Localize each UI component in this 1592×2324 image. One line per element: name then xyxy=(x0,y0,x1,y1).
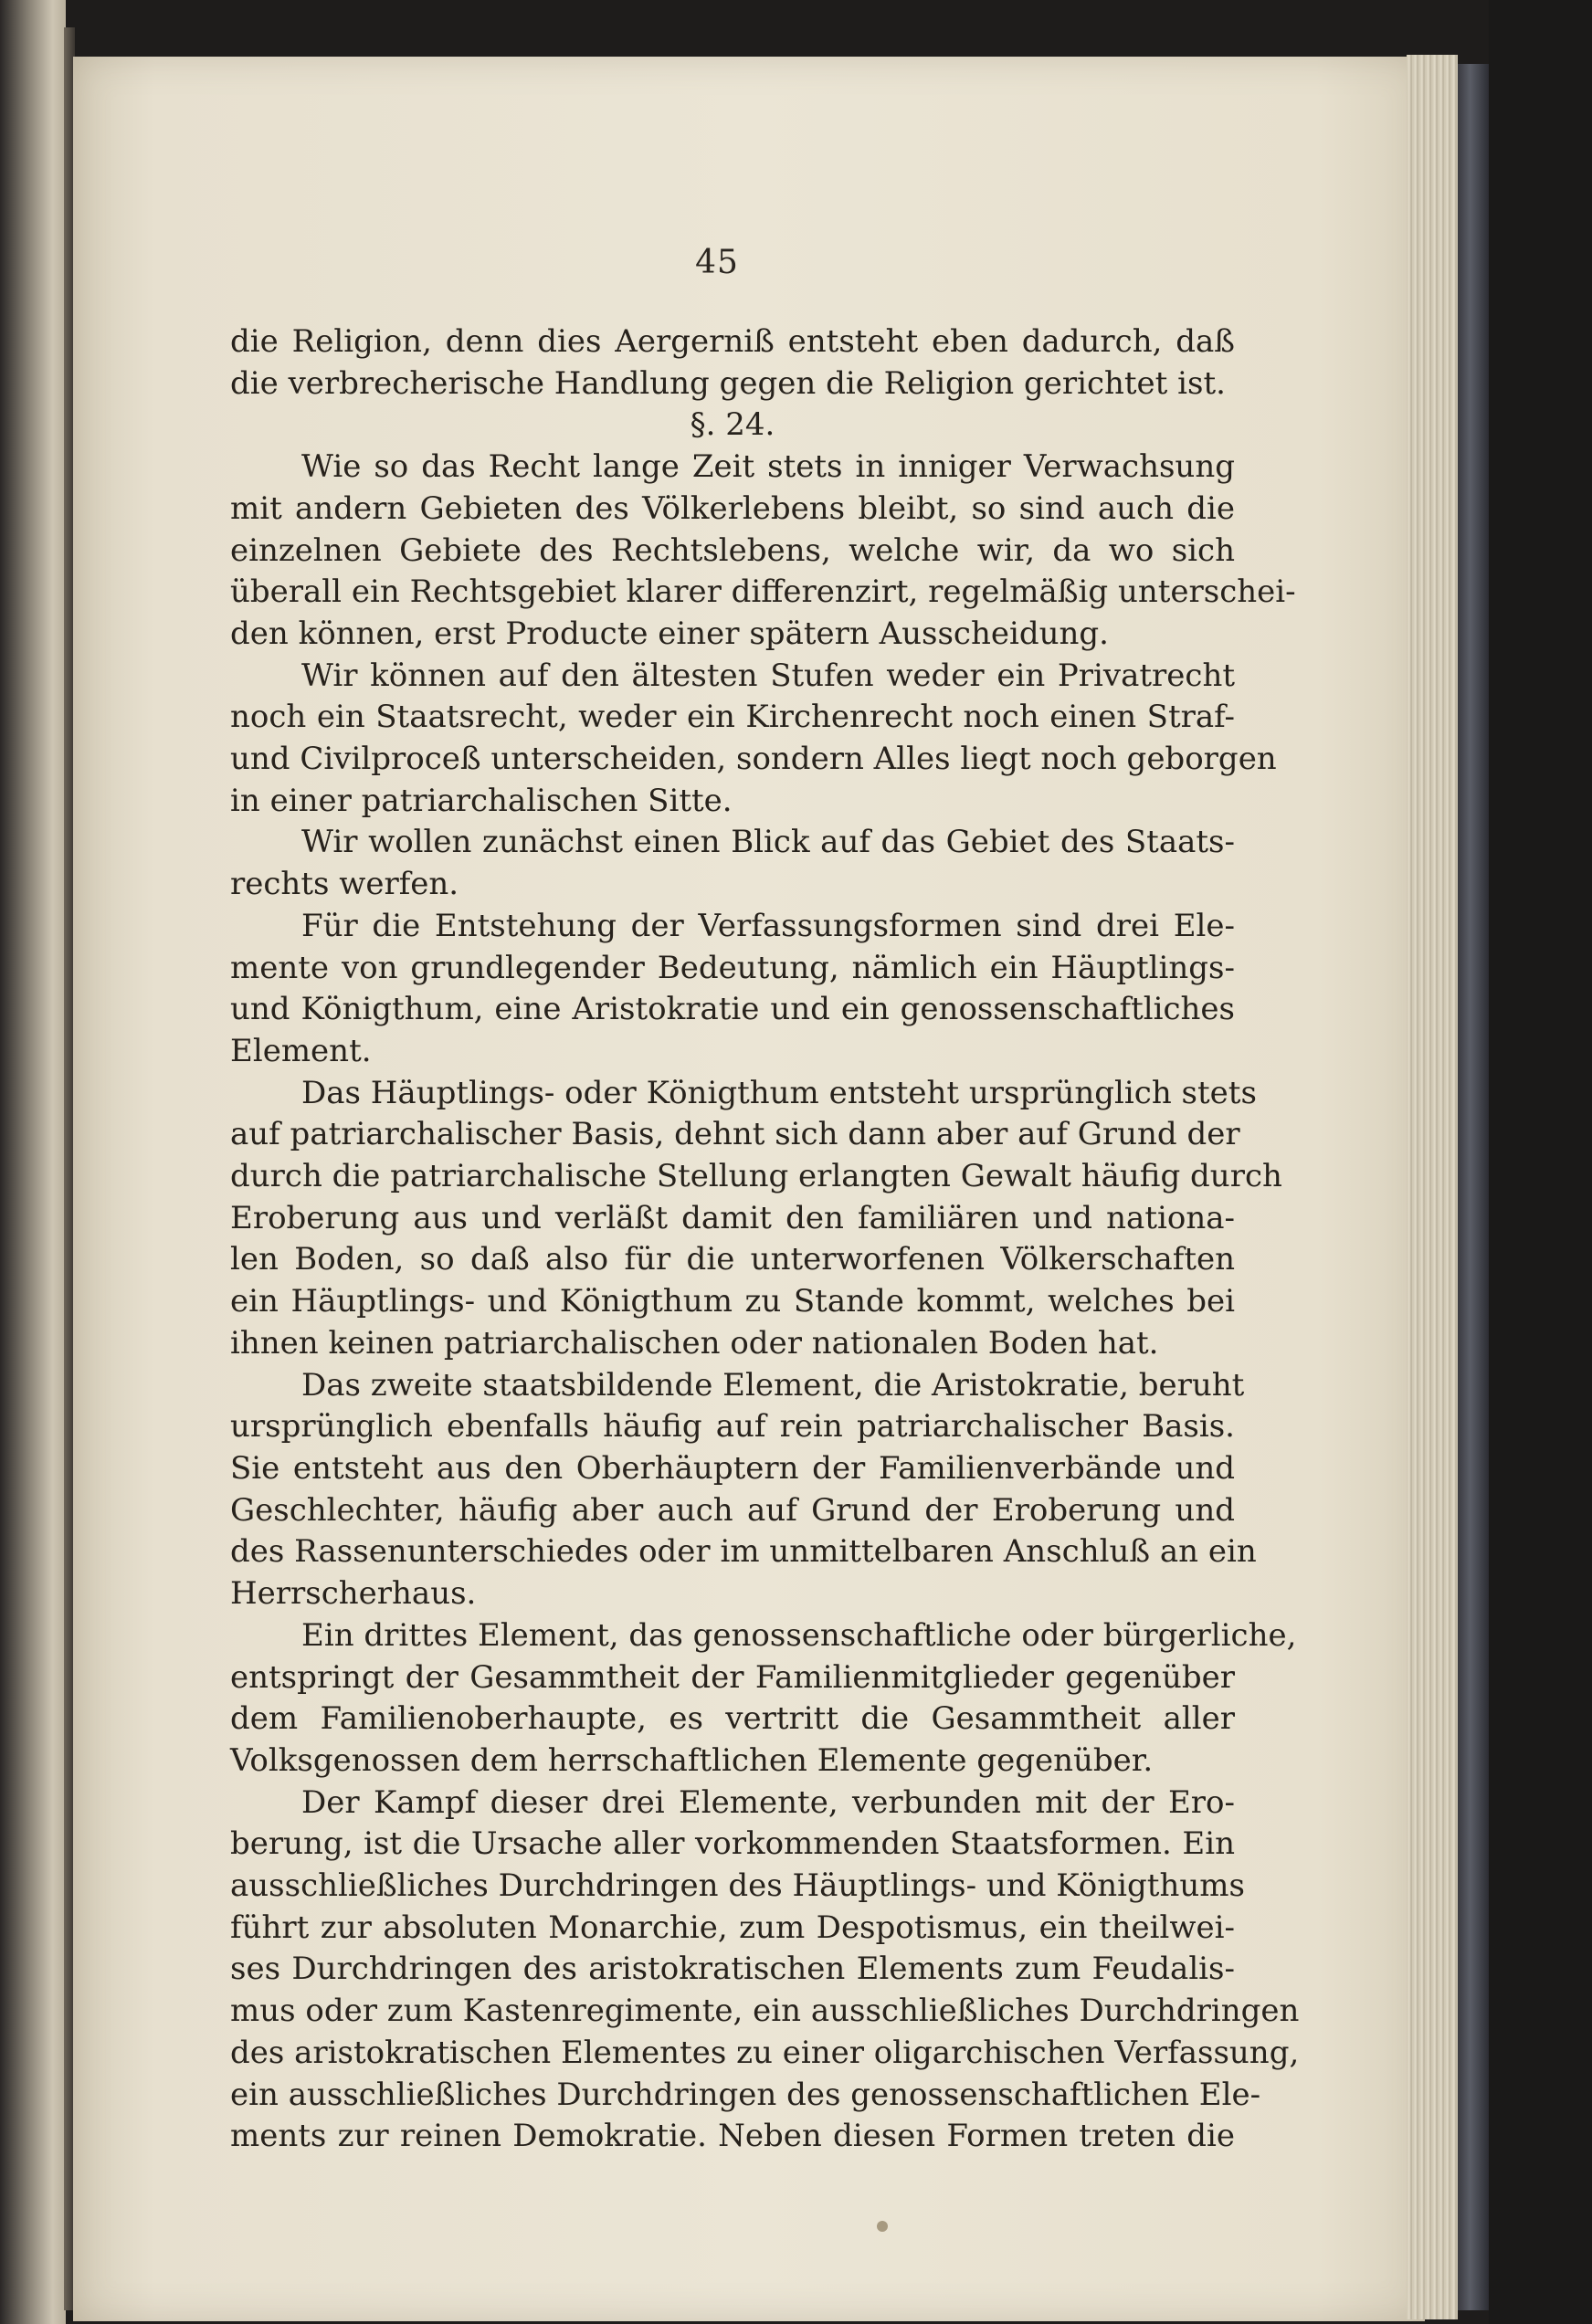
text-line: des aristokratischen Elementes zu einer oligarchischen Verfassung, xyxy=(230,2034,1300,2071)
text-line: überall ein Rechtsgebiet klarer differenzirt, regelmäßig unterschei- xyxy=(230,573,1296,611)
text-line: Für die Entstehung der Verfassungsformen sind drei Ele- xyxy=(301,907,1235,944)
text-line: einzelnen Gebiete des Rechtslebens, welche wir, da wo sich xyxy=(230,531,1235,569)
text-line: ein Häuptlings- und Königthum zu Stande kommt, welches bei xyxy=(230,1283,1235,1320)
text-line: ein ausschließliches Durchdringen des genossenschaftlichen Ele- xyxy=(230,2076,1261,2113)
text-line: Wir wollen zunächst einen Blick auf das Gebiet des Staats- xyxy=(301,824,1235,861)
text-line: auf patriarchalischer Basis, dehnt sich dann aber auf Grund der xyxy=(230,1116,1240,1153)
text-line: berung, ist die Ursache aller vorkommenden Staatsformen. Ein xyxy=(230,1825,1235,1863)
text-line: die Religion, denn dies Aergerniß entsteht eben dadurch, daß xyxy=(230,323,1235,360)
book-cover-edge xyxy=(1458,64,1489,2310)
text-line: durch die patriarchalische Stellung erlangten Gewalt häufig durch xyxy=(230,1158,1282,1195)
text-line: mit andern Gebieten des Völkerlebens bleibt, so sind auch die xyxy=(230,489,1235,527)
text-line: len Boden, so daß also für die unterworfenen Völkerschaften xyxy=(230,1241,1235,1278)
text-line: ses Durchdringen des aristokratischen Elements zum Feudalis- xyxy=(230,1951,1235,1988)
text-line: entspringt der Gesammtheit der Familienmitglieder gegenüber xyxy=(230,1658,1235,1696)
text-line: Element. xyxy=(230,1032,372,1069)
text-line: in einer patriarchalischen Sitte. xyxy=(230,782,733,819)
text-line: Das Häuptlings- oder Königthum entsteht ursprünglich stets xyxy=(301,1074,1257,1111)
text-line: Wie so das Recht lange Zeit stets in inniger Verwachsung xyxy=(301,448,1235,486)
text-line: noch ein Staatsrecht, weder ein Kirchenrecht noch einen Straf- xyxy=(230,699,1235,736)
text-line: mente von grundlegender Bedeutung, nämlich ein Häuptlings- xyxy=(230,949,1235,986)
text-line: ausschließliches Durchdringen des Häuptlings- und Königthums xyxy=(230,1867,1245,1905)
text-line: Wir können auf den ältesten Stufen weder ein Privatrecht xyxy=(301,657,1235,694)
text-line: Herrscherhaus. xyxy=(230,1575,477,1613)
text-line: des Rassenunterschiedes oder im unmittelbaren Anschluß an ein xyxy=(230,1533,1257,1571)
text-line: Ein drittes Element, das genossenschaftliche oder bürgerliche, xyxy=(301,1616,1297,1654)
text-line: mus oder zum Kastenregimente, ein ausschließliches Durchdringen xyxy=(230,1993,1300,2030)
page xyxy=(73,57,1425,2321)
text-line: führt zur absoluten Monarchie, zum Despotismus, ein theilwei- xyxy=(230,1909,1235,1946)
text-line: ments zur reinen Demokratie. Neben diesen Formen treten die xyxy=(230,2118,1235,2155)
text-line: ihnen keinen patriarchalischen oder nationalen Boden hat. xyxy=(230,1324,1159,1362)
text-line: und Königthum, eine Aristokratie und ein genossenschaftliches xyxy=(230,991,1235,1028)
section-heading: §. 24. xyxy=(690,406,775,444)
text-line: Sie entsteht aus den Oberhäuptern der Familienverbände und xyxy=(230,1449,1235,1487)
text-line: Eroberung aus und verläßt damit den familiären und nationa- xyxy=(230,1199,1235,1236)
body-text xyxy=(230,321,1300,2158)
text-line: rechts werfen. xyxy=(230,866,459,903)
text-line: Das zweite staatsbildende Element, die Aristokratie, beruht xyxy=(301,1366,1245,1404)
text-line: dem Familienoberhaupte, es vertritt die Gesammtheit aller xyxy=(230,1700,1235,1738)
paper-spot xyxy=(877,2221,888,2232)
page-number: 45 xyxy=(695,244,739,281)
text-line: Volksgenossen dem herrschaftlichen Elemente gegenüber. xyxy=(230,1741,1154,1779)
text-line: den können, erst Producte einer spätern Ausscheidung. xyxy=(230,615,1109,652)
text-line: Der Kampf dieser drei Elemente, verbunden mit der Ero- xyxy=(301,1783,1235,1821)
text-line: ursprünglich ebenfalls häufig auf rein patriarchalischer Basis. xyxy=(230,1408,1235,1446)
text-line: Geschlechter, häufig aber auch auf Grund der Eroberung und xyxy=(230,1491,1235,1529)
background xyxy=(1489,0,1592,2324)
page-stack-edge xyxy=(1407,55,1458,2319)
text-line: und Civilproceß unterscheiden, sondern Alles liegt noch geborgen xyxy=(230,741,1277,778)
previous-page-edge xyxy=(0,0,66,2324)
text-line: die verbrecherische Handlung gegen die Religion gerichtet ist. xyxy=(230,364,1226,402)
